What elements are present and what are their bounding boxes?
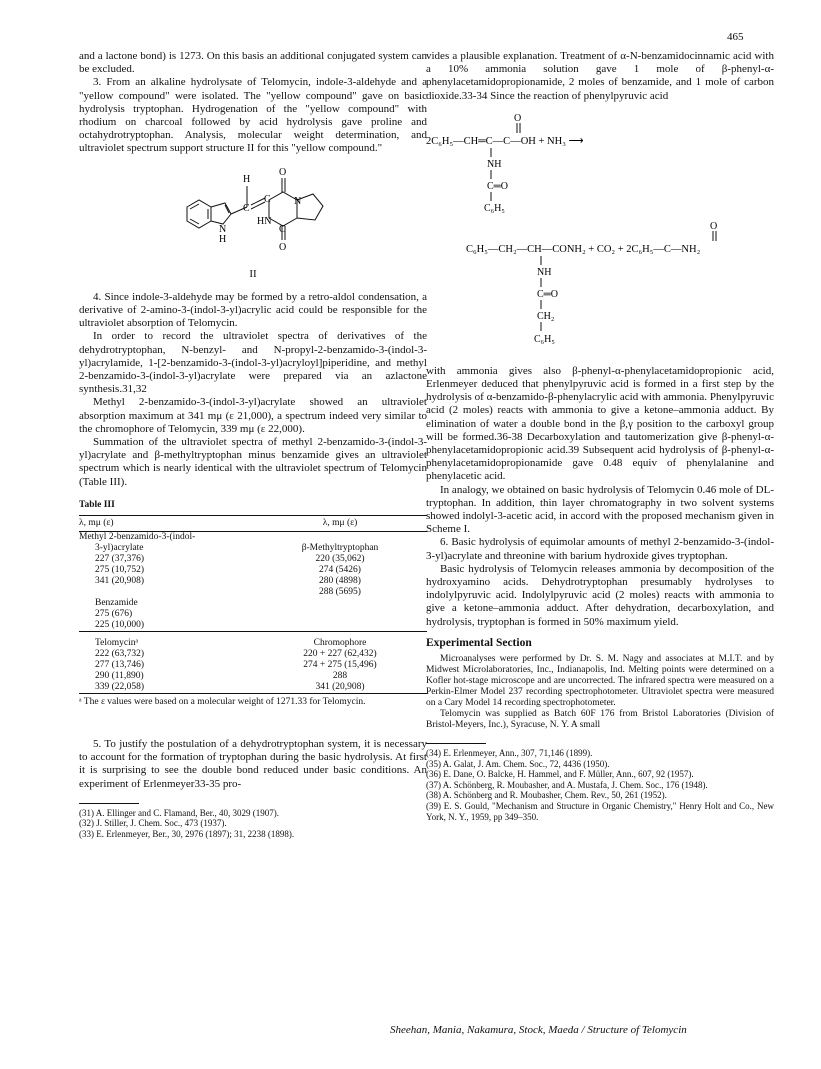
paragraph: 4. Since indole-3-aldehyde may be formed by a retro-aldol condensation, a derivative of 2-amino-3-(indol-3-yl)acrylic acid could be responsible for the ultraviolet absorption of Telomycin. (79, 290, 427, 330)
paragraph: Summation of the ultraviolet spectra of methyl 2-benzamido-3-(indol-3-yl)acrylate and β-methyltryptophan minus benzamide gives an ultraviolet spectrum which is nearly identical with the ultraviolet spectrum of Telomycin (Table III). (79, 436, 427, 488)
table-cell: 275 (10,752) (95, 565, 145, 576)
table-cell: Methyl 2-benzamido-3-(indol- (79, 532, 196, 543)
table-cell: 227 (37,376) (95, 554, 145, 565)
paragraph: and a lactone bond) is 1273. On this basis an additional conjugated system can be excluded. (79, 50, 427, 76)
table-header: λ, mμ (ε) (79, 516, 253, 532)
running-footer: Sheehan, Mania, Nakamura, Stock, Maeda / Structure of Telomycin (390, 1024, 687, 1036)
table-cell: 220 + 227 (62,432) (303, 649, 377, 660)
table-cell: 341 (20,908) (95, 576, 145, 587)
paragraph: with ammonia gives also β-phenyl-α-phenylacetamidopropionic acid, Erlenmeyer deduced that phenylpyruvic acid is formed in a first step by the hydrolysis of α-benzamido-β-phenylacrylic acid with ammonia. Phenylpyruvic acid (2 moles) reacts with ammonia to give a ketone–ammonia adduct. By elimination of water a double bond in the β,γ position to the carboxyl group will be formed.36-38 Decarboxylation and tautomerization give β-phenyl-α-phenylacetamidopropionic acid.39 Subsequent acid hydrolysis of β-phenyl-α-phenylacetamidopropionamide gave 0.48 equiv of phenylalanine and phenylacetic acid. (426, 364, 774, 483)
references (426, 748, 774, 822)
table-cell: β-Methyltryptophan (301, 543, 379, 554)
paragraph: Methyl 2-benzamido-3-(indol-3-yl)acrylate showed an ultraviolet absorption maximum at 341 mμ (ε 21,000), a spectrum indeed very similar to the chromophore of Telomycin, 339 mμ (ε 22,000). (79, 396, 427, 435)
section-title: Experimental Section (426, 636, 532, 649)
reference: (38) A. Schönberg and R. Moubasher, Chem. Rev., 50, 261 (1952). (426, 790, 667, 801)
table-cell: 341 (20,908) (253, 682, 427, 694)
table-cell: Benzamide (95, 598, 138, 609)
paragraph: In analogy, we obtained on basic hydrolysis of Telomycin 0.46 mole of DL-tryptophan. In addition, thin layer chromatography in two solvent systems showed indolyl-3-acetic acid, in accord with the proposed mechanism given in Scheme I. (426, 483, 774, 536)
reference: (31) A. Ellinger and C. Flamand, Ber., 40, 3029 (1907). (79, 807, 279, 818)
paragraph: 3. From an alkaline hydrolysate of Telomycin, indole-3-aldehyde and a "yellow compound" were isolated. The "yellow compound" gave on basic hydrolysis tryptophan. Hydrogenation of the "yellow compound" with rhodium on charcoal followed by acid hydrolysis gave proline and octahydrotryptophan. Analysis, molecular weight determination, and ultraviolet spectrum support structure II for this "yellow compound." (79, 76, 427, 155)
table-cell: 280 (4898) (319, 576, 361, 587)
paragraph: vides a plausible explanation. Treatment of α-N-benzamidocinnamic acid with a 10% ammonia solution gave 1 mole of β-phenyl-α-phenylacetamidopropionamide, 2 moles of benzamide, and 1 mole of carbon dioxide.33-34 Since the reaction of phenylpyruvic acid (426, 50, 774, 102)
atom-label: C (264, 193, 271, 205)
paragraph: 5. To justify the postulation of a dehydrotryptophan system, it is necessary to account for the formation of tryptophan during the basic hydrolysis. At first it is surprising to see the double bond reduced under basic conditions. An experiment of Erlenmeyer33-35 pro- (79, 738, 427, 790)
scheme-text: C═O (537, 288, 558, 300)
scheme-text: C═O (487, 180, 508, 192)
paragraph: Basic hydrolysis of Telomycin releases ammonia by decomposition of the hydroxyamino acids. Dehydrotryptophan presumably hydrolyses to indolylpyruvic acid. Indolylpyruvic acid (2 moles) reacts with ammonia to give a ketone–ammonia adduct. After dehydration, decarboxylation, and hydrolysis, tryptophan is formed in 50% maximum yield. (426, 562, 774, 628)
scheme-text: C₆H₅ (484, 202, 505, 214)
scheme-text: C₆H₅ (534, 333, 555, 345)
table-cell: 339 (22,058) (79, 682, 253, 694)
reference: (33) E. Erlenmeyer, Ber., 30, 2976 (1897); 31, 2238 (1898). (79, 829, 295, 840)
reference: (35) A. Galat, J. Am. Chem. Soc., 72, 4436 (1950). (426, 758, 610, 769)
table-cell: Chromophore (253, 632, 427, 650)
table-cell: 274 + 275 (15,496) (303, 660, 377, 671)
references (79, 808, 427, 840)
table-cell: 290 (11,890) (95, 671, 144, 682)
scheme-text: O (514, 112, 522, 124)
table-footnote: ᵃ The ε values were based on a molecular weight of 1271.33 for Telomycin. (79, 697, 366, 708)
footnote-divider (79, 803, 139, 804)
structure-ii (79, 162, 427, 262)
reference: (39) E. S. Gould, "Mechanism and Structure in Organic Chemistry," Henry Holt and Co., New York, N. Y., 1959, pp 349–350. (426, 801, 774, 822)
page-number: 465 (727, 31, 744, 43)
table-cell: 220 (35,062) (315, 554, 365, 565)
table-cell: 277 (13,746) (95, 660, 145, 671)
scheme-text: O (710, 220, 718, 232)
table-title: Table III (79, 499, 115, 510)
paragraph: In order to record the ultraviolet spectra of derivatives of the dehydrotryptophan, N-benzyl- and N-propyl-2-benzamido-3-(indol-3-yl)acrylamide, 1-[2-benzamido-3-(indol-3-yl)acryloyl]piperidine, and methyl 2-benzamido-3-(indol-3-yl)acrylate were prepared via an azlactone synthesis.31,32 (79, 330, 427, 396)
atom-label: H (219, 233, 227, 245)
right-column (426, 50, 774, 822)
table-cell: 3-yl)acrylate (95, 543, 144, 554)
table-cell: Telomycinᵃ (79, 632, 253, 650)
atom-label: C (243, 202, 250, 214)
scheme-text: NH (537, 266, 552, 278)
atom-label: H (243, 173, 251, 185)
paragraph: Telomycin was supplied as Batch 60F 176 from Bristol Laboratories (Division of Bristol-Meyers, Inc.), Syracuse, N. Y. A small (426, 709, 774, 731)
scheme-text: NH (487, 158, 502, 170)
paragraph: Microanalyses were performed by Dr. S. M. Nagy and associates at M.I.T. and by Midwest Microlaboratories, Inc., Indianapolis, Ind. Melting points were determined on a Kofler hot-stage microscope and are uncorrected. The infrared spectra were measured on a Perkin-Elmer Model 237 recording spectrophotometer. Ultraviolet spectra were measured on a Cary Model 14 recording spectrophotometer. (426, 654, 774, 709)
reaction-scheme (426, 109, 774, 359)
paragraph: 6. Basic hydrolysis of equimolar amounts of methyl 2-benzamido-3-(indol-3-yl)acrylate and threonine with barium hydroxide gives tryptophan. (426, 536, 774, 562)
scheme-text: CH₂ (537, 310, 555, 322)
reference: (37) A. Schönberg, R. Moubasher, and A. Mustafa, J. Chem. Soc., 176 (1948). (426, 779, 708, 790)
table-cell: 275 (676) (95, 609, 133, 620)
atom-label: C (279, 223, 286, 235)
reference: (34) E. Erlenmeyer, Ann., 307, 71,146 (1899). (426, 748, 593, 759)
atom-label: N (294, 195, 302, 207)
table-cell: 288 (5695) (319, 587, 361, 598)
structure-label: II (249, 267, 257, 280)
scheme-text: C₆H₅—CH₂—CH—CONH₂ + CO₂ + 2C₆H₅—C—NH₂ (466, 243, 701, 255)
table-header: λ, mμ (ε) (253, 516, 427, 532)
reference: (32) J. Stiller, J. Chem. Soc., 473 (1937). (79, 818, 227, 829)
atom-label: O (279, 241, 287, 253)
table-cell: 288 (332, 671, 348, 682)
table-cell: 274 (5426) (319, 565, 361, 576)
reference: (36) E. Dane, O. Balcke, H. Hammel, and F. Müller, Ann., 607, 92 (1957). (426, 769, 694, 780)
table-cell: 225 (10,000) (95, 620, 145, 631)
atom-label: O (279, 166, 287, 178)
scheme-text: 2C₆H₅—CH═C—C—OH + NH₃ ⟶ (426, 135, 584, 147)
table-cell: 222 (63,732) (95, 649, 145, 660)
table-iii (79, 515, 427, 694)
atom-label: N (219, 223, 227, 235)
left-column (79, 50, 427, 840)
footnote-divider (426, 743, 486, 744)
atom-label: HN (257, 215, 272, 227)
